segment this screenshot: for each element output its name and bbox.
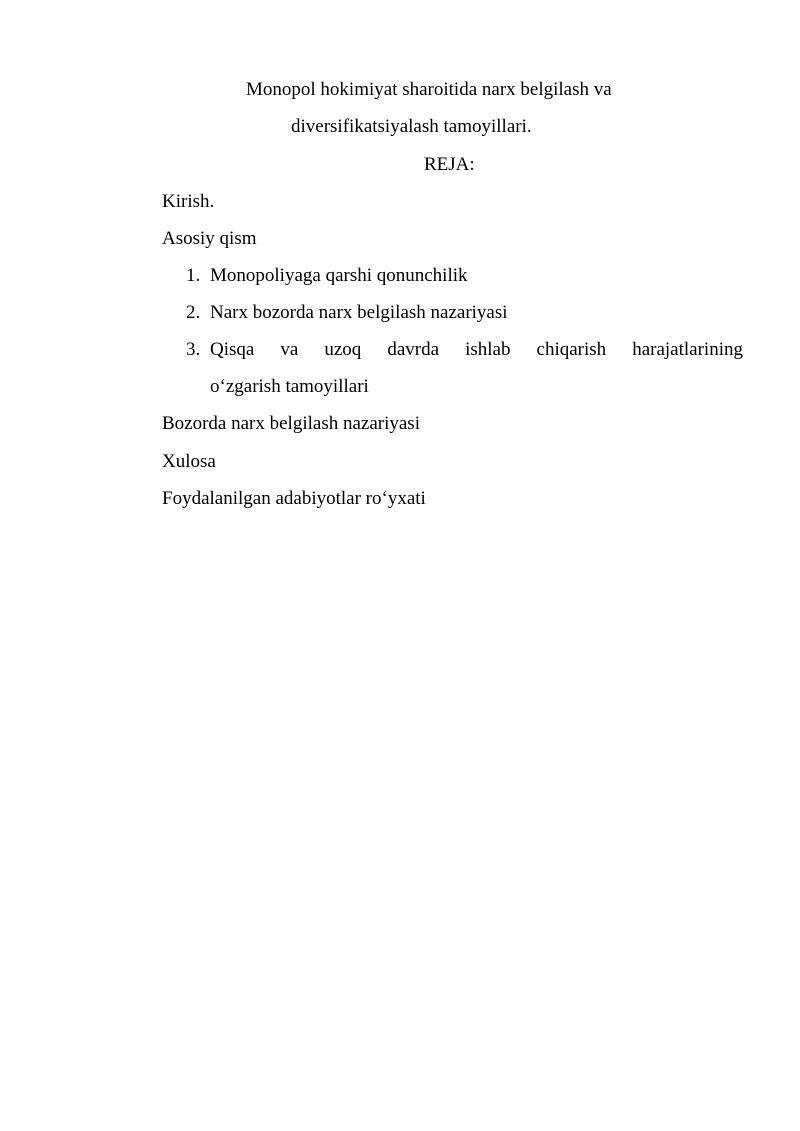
main-part-item: Asosiy qism bbox=[162, 228, 257, 249]
plan-heading: REJA: bbox=[424, 154, 475, 175]
document-title-line-1: Monopol hokimiyat sharoitida narx belgilash va bbox=[246, 79, 612, 100]
list-item-number: 1. bbox=[186, 265, 201, 286]
list-item-number: 2. bbox=[186, 302, 201, 323]
section-item: Bozorda narx belgilash nazariyasi bbox=[162, 413, 420, 434]
references-item: Foydalanilgan adabiyotlar ro‘yxati bbox=[162, 488, 426, 509]
list-item-text-line-2: o‘zgarish tamoyillari bbox=[210, 376, 369, 397]
document-title-line-2: diversifikatsiyalash tamoyillari. bbox=[291, 116, 532, 137]
list-item-number: 3. bbox=[186, 339, 201, 360]
list-item-text: Monopoliyaga qarshi qonunchilik bbox=[210, 265, 468, 286]
list-item-text-line-1: Qisqa va uzoq davrda ishlab chiqarish harajatlarining bbox=[210, 339, 743, 360]
conclusion-item: Xulosa bbox=[162, 451, 216, 472]
intro-item: Kirish. bbox=[162, 191, 215, 212]
list-item-text: Narx bozorda narx belgilash nazariyasi bbox=[210, 302, 508, 323]
